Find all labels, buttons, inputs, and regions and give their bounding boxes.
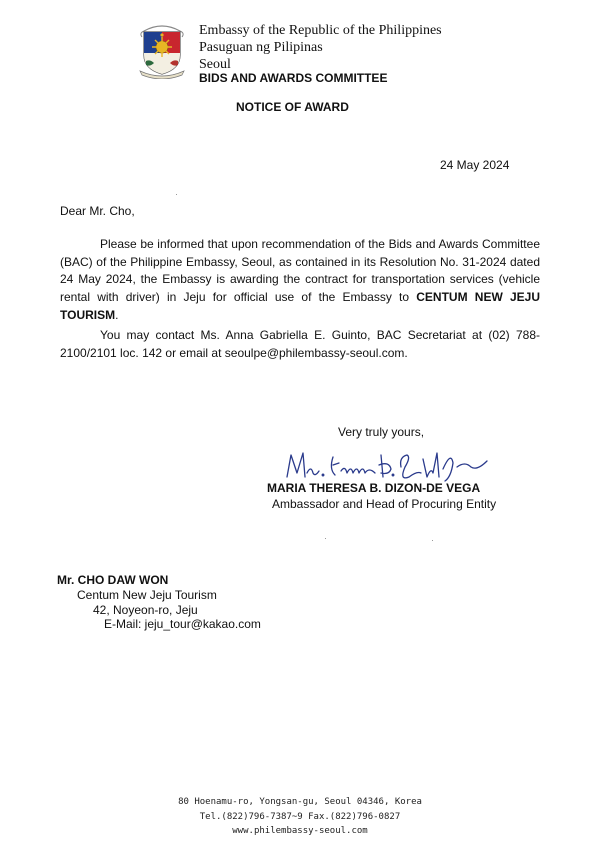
scan-speck <box>432 540 433 541</box>
signatory-title: Ambassador and Head of Procuring Entity <box>272 497 497 511</box>
handwritten-signature-icon <box>281 447 496 485</box>
scan-speck <box>325 538 326 539</box>
philippine-seal-icon <box>136 19 188 79</box>
document-title: NOTICE OF AWARD <box>236 100 349 114</box>
salutation: Dear Mr. Cho, <box>60 204 135 218</box>
committee-name: BIDS AND AWARDS COMMITTEE <box>199 71 388 85</box>
award-text-end: . <box>115 307 119 322</box>
scan-speck <box>176 194 177 195</box>
letter-date: 24 May 2024 <box>440 158 510 172</box>
letterhead-embassy-name: Embassy of the Republic of the Philippines <box>199 23 442 38</box>
recipient-name: Mr. CHO DAW WON <box>57 573 169 587</box>
body-paragraph-2: You may contact Ms. Anna Gabriella E. Guinto, BAC Secretariat at (02) 788-2100/2101 loc. 142 or email at seoulpe@philembassy-seoul.com. <box>60 328 540 360</box>
footer-address: 80 Hoenamu-ro, Yongsan-gu, Seoul 04346, Korea <box>178 797 422 807</box>
closing: Very truly yours, <box>338 425 425 439</box>
letterhead-filipino-name: Pasuguan ng Pilipinas <box>199 40 323 55</box>
recipient-company: Centum New Jeju Tourism <box>77 588 217 602</box>
footer-website: www.philembassy-seoul.com <box>232 826 368 836</box>
recipient-email: E-Mail: jeju_tour@kakao.com <box>104 617 261 631</box>
awardee-name: CENTUM NEW JEJU TOURISM <box>60 290 540 322</box>
recipient-address: 42, Noyeon-ro, Jeju <box>93 603 198 617</box>
signatory-name: MARIA THERESA B. DIZON-DE VEGA <box>267 481 481 495</box>
body-paragraph-1 <box>60 236 540 325</box>
letterhead-city: Seoul <box>199 57 231 72</box>
award-text: Please be informed that upon recommendation of the Bids and Awards Committee (BAC) of the Philippine Embassy, Seoul, as contained in its Resolution No. 31-2024 dated 24 May 2024, the Embassy is awarding the contract for transportation services (vehicle rental with driver) in Jeju for official use of the Embassy to <box>60 237 540 305</box>
footer-phone: Tel.(822)796-7387~9 Fax.(822)796-0827 <box>199 812 401 822</box>
